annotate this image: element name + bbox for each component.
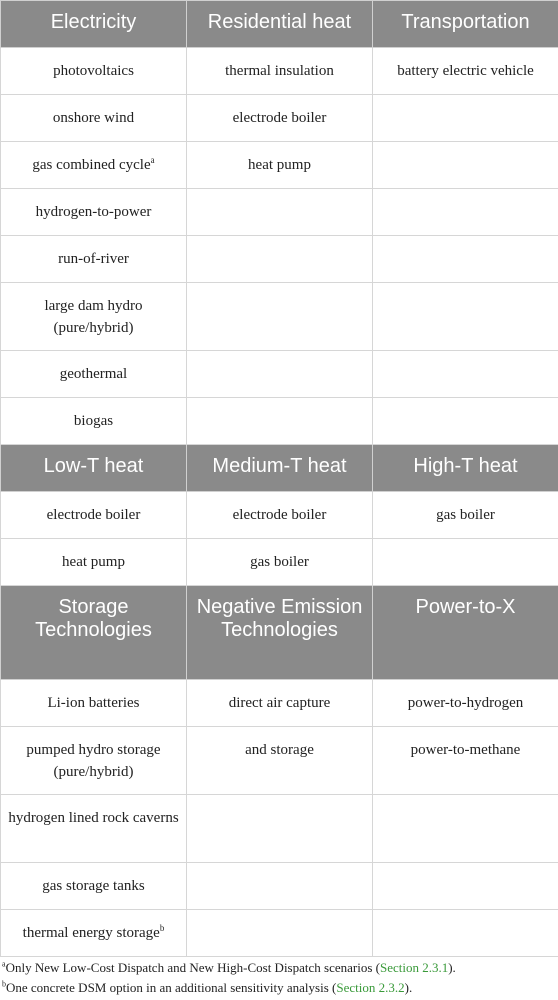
table-cell	[373, 189, 558, 236]
header-power-to-x: Power-to-X	[373, 586, 558, 680]
header-residential-heat: Residential heat	[187, 1, 373, 48]
table-cell	[373, 863, 558, 910]
table-cell: gas storage tanks	[1, 863, 187, 910]
table-cell	[373, 142, 558, 189]
table-cell	[373, 283, 558, 351]
table-row	[1, 142, 558, 189]
table-cell	[187, 236, 373, 283]
table-row	[1, 727, 558, 795]
section-header-row	[1, 586, 558, 680]
section-link[interactable]: Section 2.3.2	[336, 980, 405, 995]
table-cell: run-of-river	[1, 236, 187, 283]
header-high-t-heat: High-T heat	[373, 445, 558, 492]
table-row	[1, 48, 558, 95]
table-cell: gas boiler	[187, 539, 373, 586]
table-cell	[187, 351, 373, 398]
table-row	[1, 398, 558, 445]
table-cell: thermal insulation	[187, 48, 373, 95]
table-cell: gas boiler	[373, 492, 558, 539]
footnotes	[0, 958, 558, 998]
table-cell: geothermal	[1, 351, 187, 398]
table-row	[1, 863, 558, 910]
header-transportation: Transportation	[373, 1, 558, 48]
footnote-b	[0, 978, 558, 998]
table-cell: and storage	[187, 727, 373, 795]
table-cell: onshore wind	[1, 95, 187, 142]
table-row	[1, 539, 558, 586]
header-storage-technologies: Storage Technologies	[1, 586, 187, 680]
table-cell: electrode boiler	[187, 95, 373, 142]
table-cell	[187, 795, 373, 863]
header-negative-emission-technologies: Negative Emission Technologies	[187, 586, 373, 680]
footnote-mark: b	[159, 923, 165, 933]
table-cell: hydrogen-to-power	[1, 189, 187, 236]
table-row	[1, 680, 558, 727]
table-cell	[373, 795, 558, 863]
footnote-end: ).	[404, 980, 413, 995]
table-row	[1, 95, 558, 142]
table-row	[1, 351, 558, 398]
cell-text: thermal energy storage	[22, 925, 160, 941]
table-row	[1, 910, 558, 957]
footnote-text: One concrete DSM option in an additional sensitivity analysis (	[6, 980, 337, 995]
table-cell	[187, 189, 373, 236]
table-cell	[187, 283, 373, 351]
table-cell: heat pump	[1, 539, 187, 586]
table-cell	[373, 539, 558, 586]
table-cell: heat pump	[187, 142, 373, 189]
table-cell: Li-ion batteries	[1, 680, 187, 727]
table-cell: pumped hydro storage (pure/hybrid)	[1, 727, 187, 795]
table-cell: battery electric vehicle	[373, 48, 558, 95]
table-row	[1, 236, 558, 283]
table-cell	[373, 236, 558, 283]
section-link[interactable]: Section 2.3.1	[379, 960, 449, 975]
table-cell: biogas	[1, 398, 187, 445]
table-cell: large dam hydro (pure/hybrid)	[1, 283, 187, 351]
footnote-mark: a	[150, 155, 155, 165]
table-cell	[187, 863, 373, 910]
table-cell	[373, 910, 558, 957]
footnote-mark: b	[2, 979, 6, 989]
table-cell	[1, 142, 187, 189]
table-row	[1, 795, 558, 863]
cell-text: gas combined cycle	[32, 157, 151, 173]
header-electricity: Electricity	[1, 1, 187, 48]
table-cell: direct air capture	[187, 680, 373, 727]
footnote-a	[0, 958, 558, 978]
table-cell: hydrogen lined rock caverns	[1, 795, 187, 863]
footnote-end: ).	[448, 960, 456, 975]
table-cell	[373, 351, 558, 398]
table-row	[1, 189, 558, 236]
table-cell	[187, 398, 373, 445]
table-cell: electrode boiler	[187, 492, 373, 539]
table-cell	[1, 910, 187, 957]
header-low-t-heat: Low-T heat	[1, 445, 187, 492]
table-row	[1, 492, 558, 539]
table-cell	[373, 95, 558, 142]
table-cell: photovoltaics	[1, 48, 187, 95]
footnote-text: Only New Low-Cost Dispatch and New High-Cost Dispatch scenarios (	[5, 960, 380, 975]
table-cell	[187, 910, 373, 957]
table-row	[1, 283, 558, 351]
header-medium-t-heat: Medium-T heat	[187, 445, 373, 492]
table-cell: electrode boiler	[1, 492, 187, 539]
footnote-mark: a	[2, 959, 6, 969]
section-header-row	[1, 445, 558, 492]
section-header-row	[1, 1, 558, 48]
table-cell: power-to-hydrogen	[373, 680, 558, 727]
table-cell: power-to-methane	[373, 727, 558, 795]
table-cell	[373, 398, 558, 445]
